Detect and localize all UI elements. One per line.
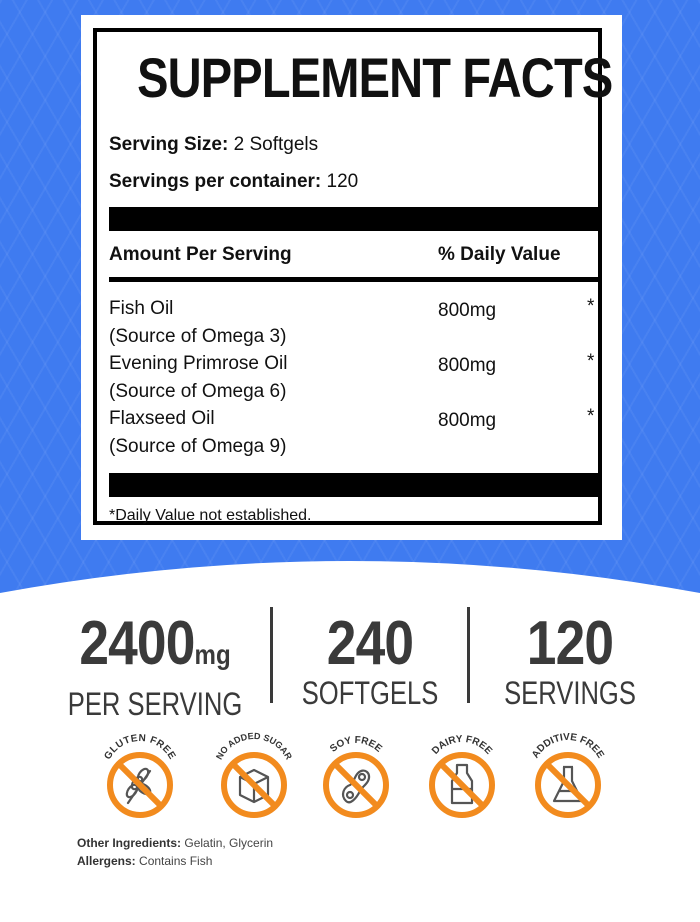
stat-caption: SOFTGELS	[301, 675, 439, 711]
ingredient-daily-value: *	[587, 406, 595, 427]
serving-size-row	[109, 134, 318, 156]
label-title: SUPPLEMENT FACTS	[137, 46, 613, 109]
svg-text:ADDITIVE FREE: ADDITIVE FREE	[530, 731, 606, 761]
amount-per-serving-header: Amount Per Serving	[109, 244, 292, 265]
other-ingredients-label: Other Ingredients:	[77, 836, 182, 850]
serving-size-label: Serving Size:	[109, 134, 229, 155]
ingredient-name: Flaxseed Oil (Source of Omega 9)	[109, 408, 287, 457]
dairy-free-badge	[414, 727, 510, 823]
header-bar	[109, 207, 598, 231]
ingredient-amount: 800mg	[438, 355, 497, 376]
ingredient-amount: 800mg	[438, 300, 497, 321]
stat-caption: SERVINGS	[504, 675, 636, 711]
stat-caption: PER SERVING	[67, 686, 243, 722]
svg-text:NO ADDED SUGAR: NO ADDED SUGAR	[214, 730, 294, 762]
servings-value: 120	[326, 171, 359, 192]
other-ingredients-value: Gelatin, Glycerin	[184, 836, 274, 850]
stat-number: 240	[326, 609, 414, 678]
svg-text:GLUTEN FREE: GLUTEN FREE	[102, 732, 178, 762]
stat-per-serving	[40, 609, 270, 722]
supplement-facts-label	[93, 28, 613, 525]
stat-number: 2400	[79, 609, 195, 678]
stat-number: 120	[526, 609, 614, 678]
other-ingredients	[77, 835, 273, 851]
svg-text:DAIRY FREE: DAIRY FREE	[430, 733, 495, 757]
gluten-free-badge	[92, 727, 188, 823]
allergens-label: Allergens:	[77, 854, 136, 868]
servings-per-container-row	[109, 171, 358, 193]
stat-servings	[470, 609, 670, 711]
additive-free-badge	[520, 727, 616, 823]
soy-free-badge	[308, 727, 404, 823]
ingredient-daily-value: *	[587, 351, 595, 372]
serving-size-value: 2 Softgels	[233, 134, 319, 155]
stat-unit: mg	[194, 639, 231, 670]
footnote: *Daily Value not established.	[109, 507, 312, 524]
footer-bar	[109, 473, 598, 497]
supplement-facts-panel	[81, 15, 622, 540]
servings-label: Servings per container:	[109, 171, 322, 192]
ingredient-name: Fish Oil (Source of Omega 3)	[109, 298, 287, 347]
ingredient-amount: 800mg	[438, 410, 497, 431]
stat-softgels	[273, 609, 467, 711]
ingredient-name: Evening Primrose Oil (Source of Omega 6)	[109, 353, 288, 402]
svg-text:SOY FREE: SOY FREE	[328, 734, 384, 755]
daily-value-header: % Daily Value	[438, 244, 561, 265]
no-added-sugar-badge	[206, 727, 302, 823]
header-rule	[109, 277, 598, 282]
ingredient-daily-value: *	[587, 296, 595, 317]
allergens	[77, 853, 212, 869]
allergens-value: Contains Fish	[139, 854, 213, 868]
